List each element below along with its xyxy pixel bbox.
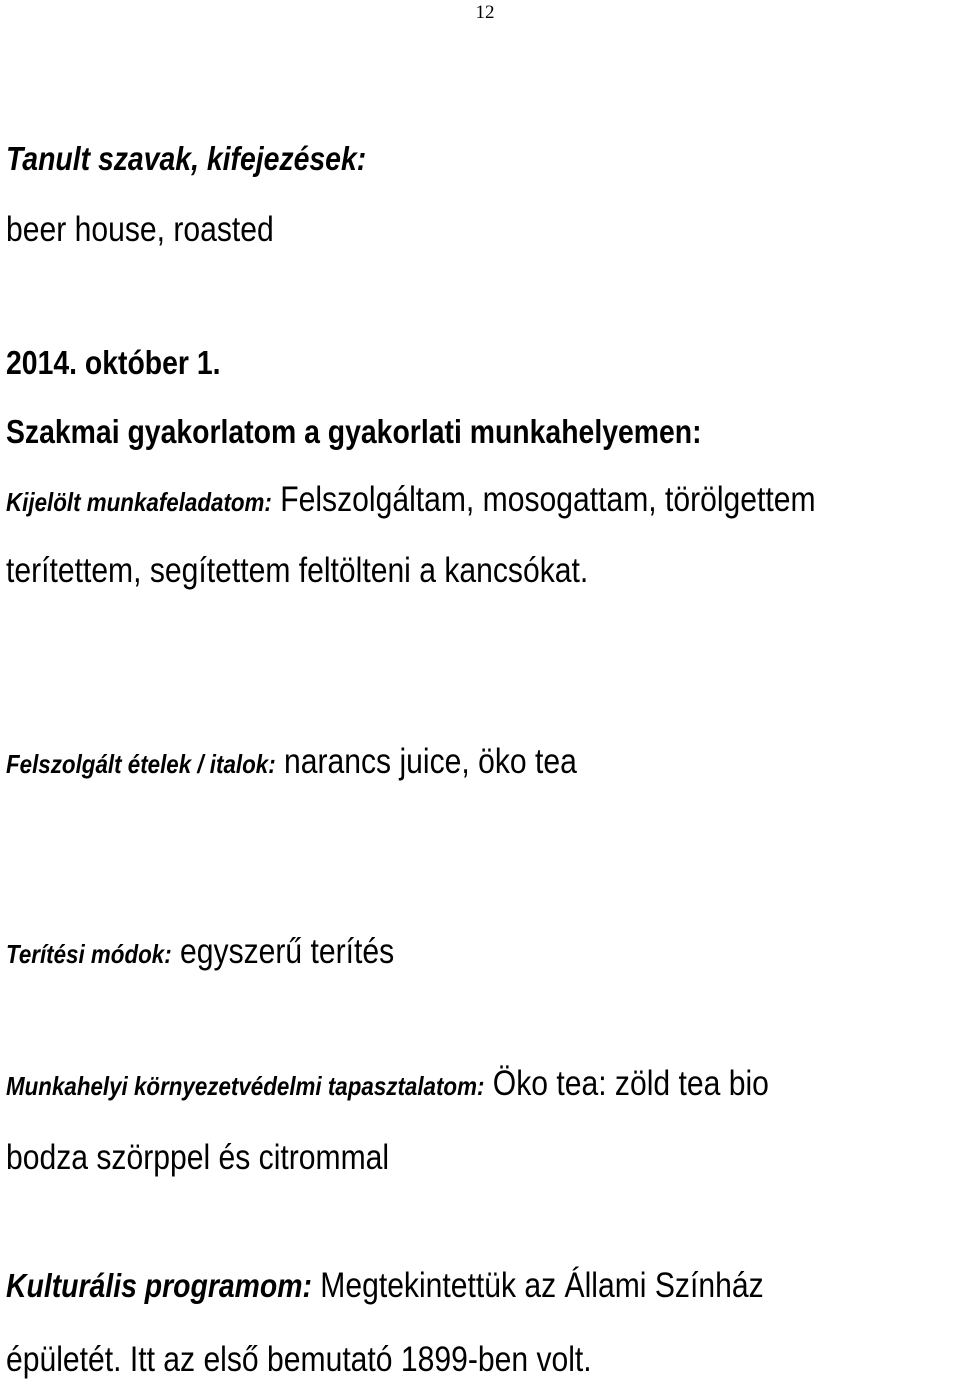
served-text: narancs juice, öko tea (284, 742, 577, 781)
cultural-text-1: Megtekintettük az Állami Színház (320, 1266, 764, 1305)
practice-heading (6, 415, 815, 448)
cultural-line-2 (6, 1342, 687, 1377)
learned-heading-text: Tanult szavak, kifejezések: (6, 140, 367, 177)
cultural-label: Kulturális programom: (6, 1267, 312, 1304)
practice-heading-text: Szakmai gyakorlatom a gyakorlati munkahelyemen: (6, 413, 702, 450)
tasks-line-2 (6, 553, 683, 588)
learned-heading (6, 142, 425, 175)
environment-line-1 (6, 1066, 893, 1101)
learned-text-value: beer house, roasted (6, 210, 274, 249)
environment-line-2 (6, 1140, 451, 1175)
served-line (6, 744, 670, 779)
date-heading (6, 346, 255, 379)
cultural-text-2: épületét. Itt az első bemutató 1899-ben volt. (6, 1340, 592, 1379)
environment-text-1: Öko tea: zöld tea bio (492, 1064, 769, 1103)
tasks-text-2: terítettem, segítettem feltölteni a kancsókat. (6, 551, 589, 590)
cultural-line-1 (6, 1268, 887, 1303)
setting-label: Terítési módok: (6, 939, 172, 969)
served-label: Felszolgált ételek / italok: (6, 749, 276, 779)
environment-label: Munkahelyi környezetvédelmi tapasztalatom: (6, 1071, 485, 1101)
setting-line (6, 934, 457, 969)
page-number: 12 (475, 2, 495, 23)
learned-text (6, 212, 317, 247)
tasks-line-1 (6, 482, 947, 517)
date-text: 2014. október 1. (6, 344, 221, 381)
setting-text: egyszerű terítés (180, 932, 395, 971)
tasks-label: Kijelölt munkafeladatom: (6, 487, 272, 517)
tasks-text-1: Felszolgáltam, mosogattam, törölgettem (280, 480, 816, 519)
environment-text-2: bodza szörppel és citrommal (6, 1138, 390, 1177)
